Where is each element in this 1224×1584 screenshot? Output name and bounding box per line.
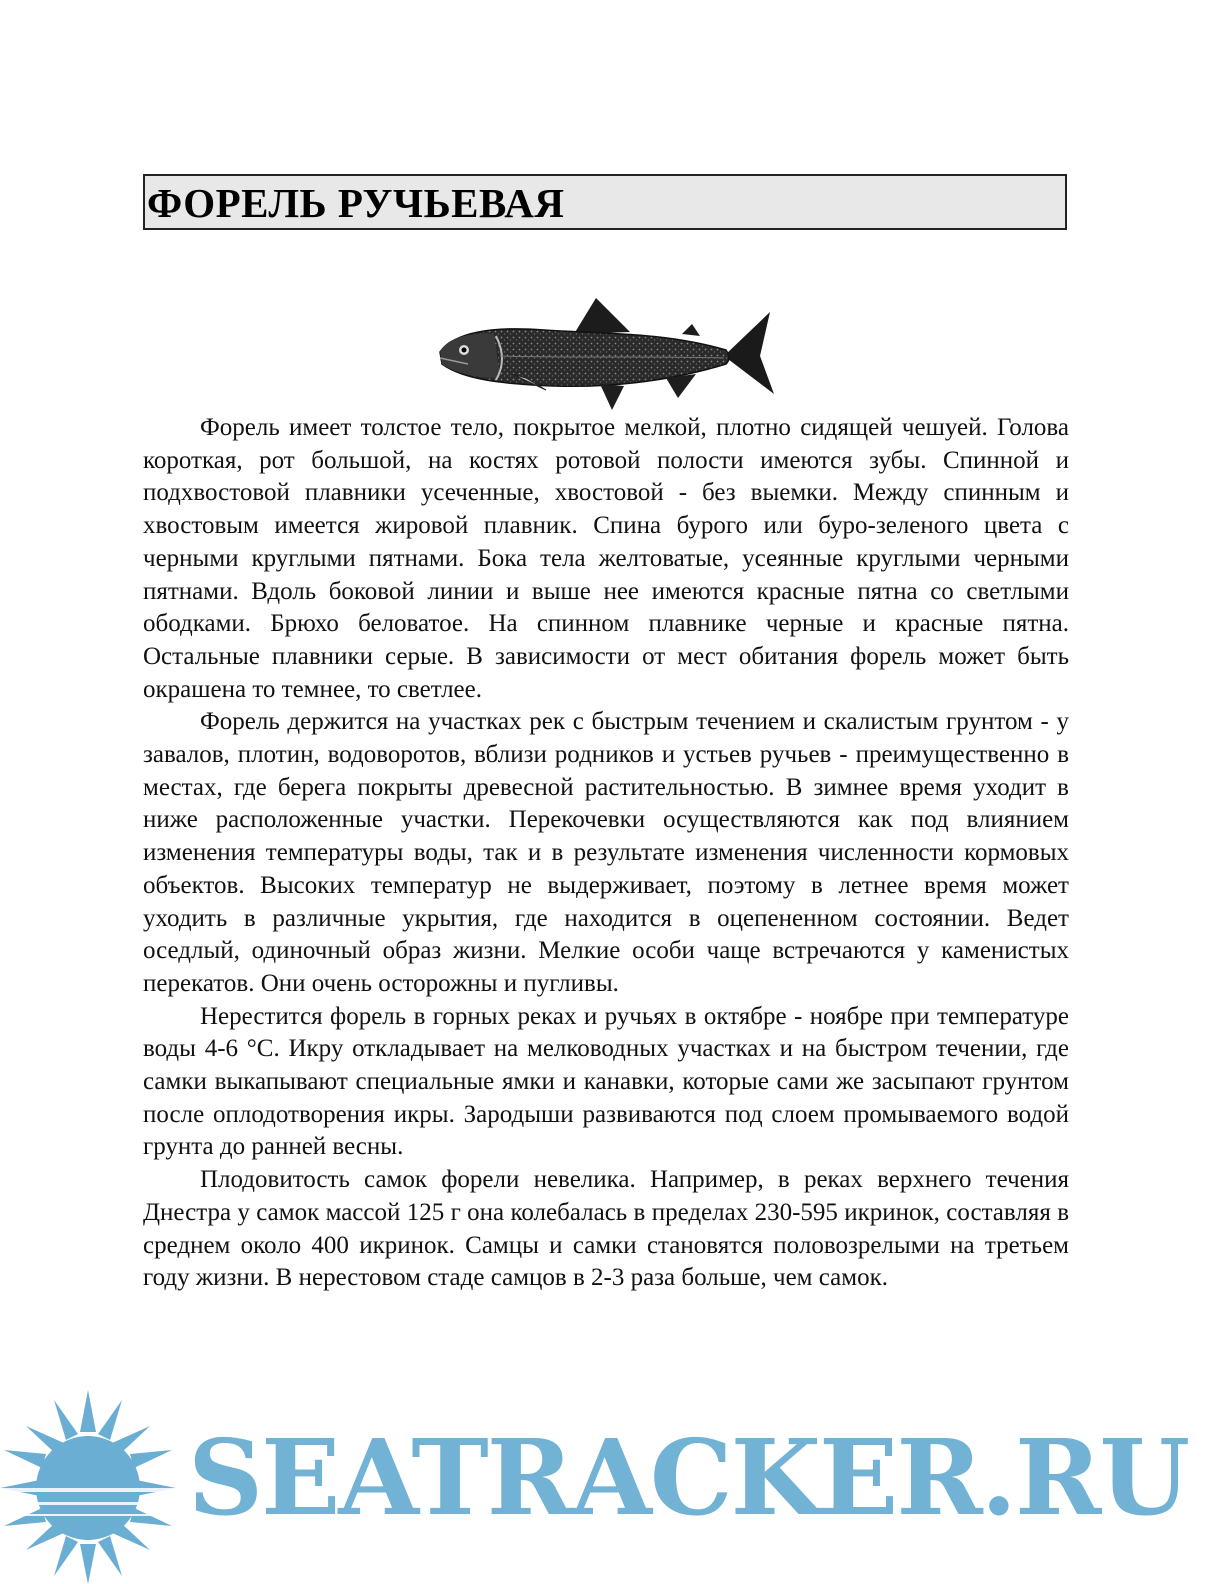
paragraph-fecundity: Плодовитость самок форели невелика. Например, в реках верхнего течения Днестра у самок массой 125 г она колебалась в пределах 230-595 икринок, составляя в среднем около 400 икринок. Самцы и самки становятся половозрелыми на третьем году жизни. В нерестовом стаде самцов в 2-3 раза больше, чем самок.	[143, 1166, 1069, 1292]
title-box	[143, 174, 1067, 230]
trout-fish-illustration	[434, 294, 778, 414]
paragraph-spawning: Нерестится форель в горных реках и ручьях в октябре - ноябре при температуре воды 4-6 °С. Икру откладывает на мелководных участках и на быстром течении, где самки выкапывают специальные ямки и канавки, которые сами же засыпают грунтом после оплодотворения икры. Зародыши развиваются под слоем промываемого водой грунта до ранней весны.	[143, 1002, 1069, 1161]
watermark-text: SEATRACKER.RU	[188, 1416, 1189, 1539]
page-title: ФОРЕЛЬ РУЧЬЕВАЯ	[147, 180, 565, 226]
paragraph-appearance: Форель имеет толстое тело, покрытое мелкой, плотно сидящей чешуей. Голова короткая, рот большой, на костях ротовой полости имеются зубы. Спинной и подхвостовой плавники усеченные, хвостовой - без выемки. Между спинным и хвостовым имеется жировой плавник. Спина бурого или буро-зеленого цвета с черными круглыми пятнами. Бока тела желтоватые, усеянные круглыми черными пятнами. Вдоль боковой линии и выше нее имеются красные пятна со светлыми ободками. Брюхо беловатое. На спинном плавнике черные и красные пятна. Остальные плавники серые. В зависимости от мест обитания форель может быть окрашена то темнее, то светлее.	[143, 414, 1069, 703]
paragraph-habitat: Форель держится на участках рек с быстрым течением и скалистым грунтом - у завалов, плотин, водоворотов, вблизи родников и устьев ручьев - преимущественно в местах, где берега покрыты древесной растительностью. В зимнее время уходит в ниже расположенные участки. Перекочевки осуществляются как под влиянием изменения температуры воды, так и в результате изменения численности кормовых объектов. Высоких температур не выдерживает, поэтому в летнее время может уходить в различные укрытия, где находится в оцепененном состоянии. Ведет оседлый, одиночный образ жизни. Мелкие особи чаще встречаются у каменистых перекатов. Они очень осторожны и пугливы.	[143, 708, 1069, 997]
article-body	[143, 412, 1069, 1295]
